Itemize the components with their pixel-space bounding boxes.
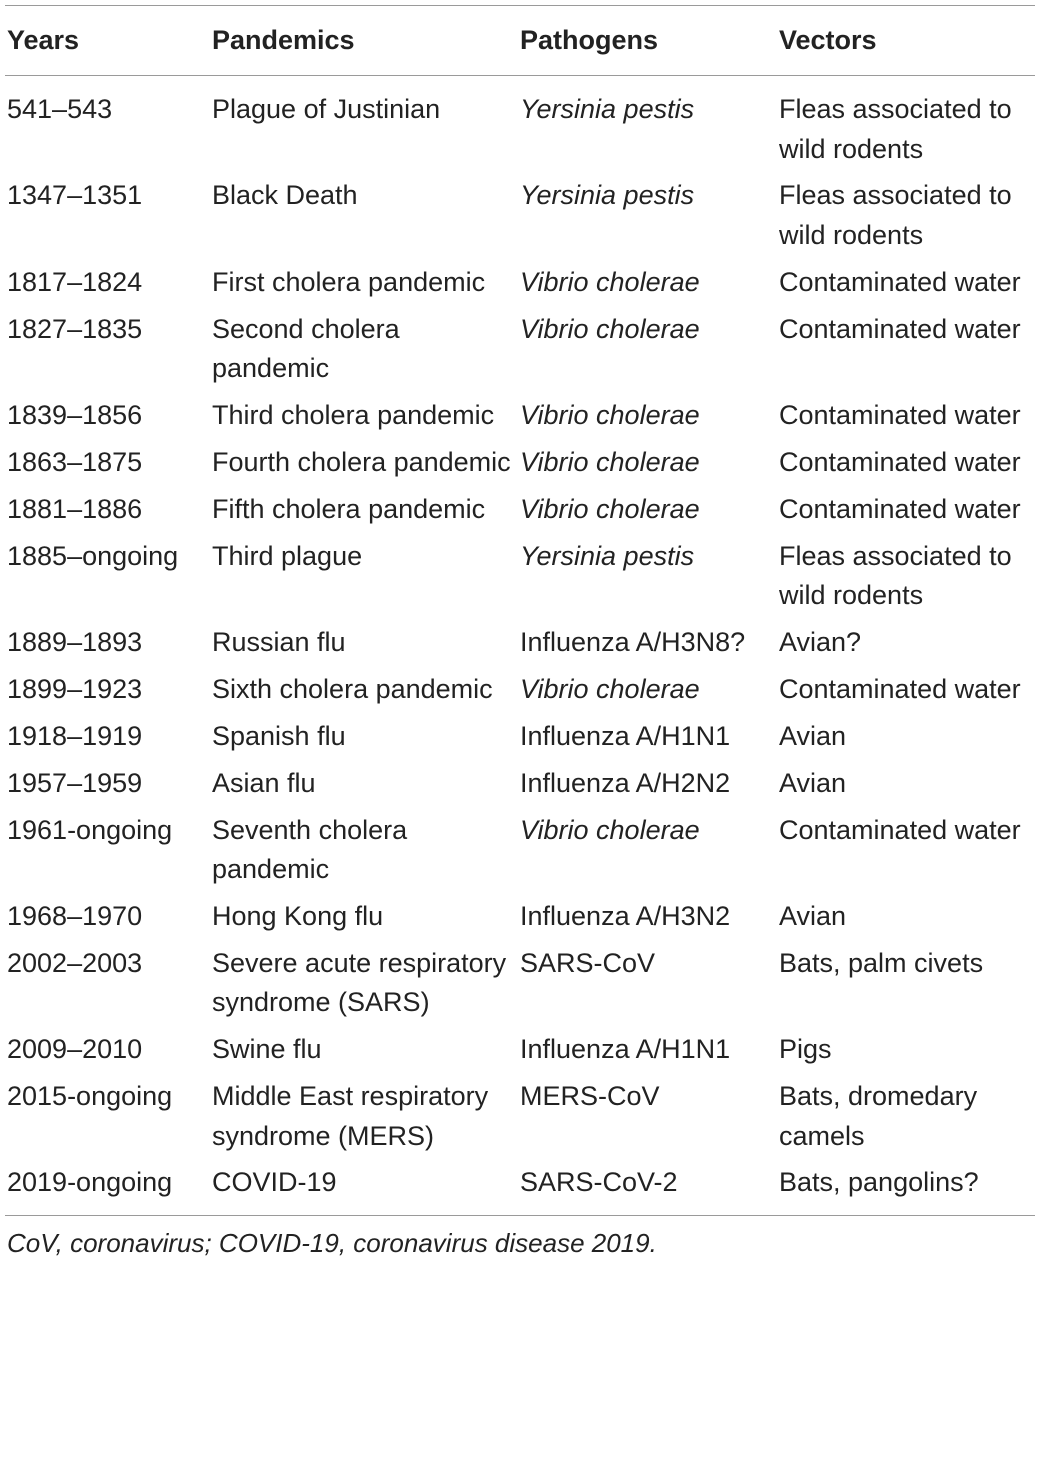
cell-years: 1817–1824 (7, 266, 143, 297)
cell-pathogen: Yersinia pestis (520, 540, 695, 571)
cell-vector: Bats, palm civets (779, 947, 984, 978)
table-body (5, 76, 1035, 1216)
cell-years: 1839–1856 (7, 400, 143, 430)
cell-vector: Contaminated water (779, 493, 1021, 524)
cell-pandemic: First cholera pandemic (212, 266, 486, 297)
cell-years: 1957–1959 (7, 767, 143, 798)
table-row (5, 1160, 1035, 1216)
cell-pandemic: Second cholera pandemic (212, 313, 400, 384)
cell-years: 1881–1886 (7, 493, 143, 524)
cell-pathogen: Vibrio cholerae (520, 814, 700, 845)
cell-vector: Contaminated water (779, 446, 1021, 477)
cell-years: 2015-ongoing (7, 1081, 173, 1111)
cell-pathogen: Yersinia pestis (520, 94, 695, 124)
cell-pandemic: Third plague (212, 540, 363, 571)
table-row (5, 439, 1035, 486)
table-row (5, 76, 1035, 173)
table-header (5, 6, 1035, 76)
cell-years: 1961-ongoing (7, 814, 173, 845)
cell-vector: Fleas associated to wild rodents (779, 94, 1012, 164)
cell-pathogen: Influenza A/H3N8? (520, 627, 746, 657)
table-row (5, 533, 1035, 619)
cell-pandemic: Hong Kong flu (212, 900, 384, 931)
header-pathogens: Pathogens (518, 6, 777, 76)
header-vectors: Vectors (777, 6, 1035, 76)
table-footnote: CoV, coronavirus; COVID-19, coronavirus disease 2019. (7, 1227, 657, 1258)
cell-pathogen: Influenza A/H1N1 (520, 1034, 731, 1065)
table-row (5, 893, 1035, 940)
cell-pathogen: Vibrio cholerae (520, 446, 700, 477)
cell-vector: Avian (779, 767, 847, 798)
cell-vector: Fleas associated to wild rodents (779, 540, 1012, 611)
cell-pandemic: Fourth cholera pandemic (212, 446, 511, 477)
table-row (5, 392, 1035, 439)
cell-pandemic: Swine flu (212, 1034, 322, 1065)
cell-vector: Contaminated water (779, 673, 1021, 704)
cell-pathogen: Vibrio cholerae (520, 313, 700, 344)
header-row (5, 6, 1035, 76)
table-row (5, 713, 1035, 760)
cell-years: 1885–ongoing (7, 540, 179, 571)
cell-vector: Contaminated water (779, 814, 1021, 845)
cell-pathogen: Influenza A/H3N2 (520, 900, 731, 931)
cell-pandemic: Black Death (212, 180, 358, 211)
cell-pathogen: Vibrio cholerae (520, 400, 700, 430)
cell-years: 541–543 (7, 94, 113, 124)
cell-pandemic: Fifth cholera pandemic (212, 493, 486, 524)
table-row (5, 259, 1035, 306)
cell-pathogen: SARS-CoV (520, 947, 656, 978)
cell-pandemic: COVID-19 (210, 1160, 518, 1216)
cell-vector: Avian? (779, 627, 862, 657)
cell-pathogen: Vibrio cholerae (520, 266, 700, 297)
cell-pandemic: Plague of Justinian (212, 94, 441, 124)
cell-pandemic: Russian flu (212, 627, 346, 657)
table-row (5, 760, 1035, 807)
cell-vector: Bats, dromedary camels (779, 1081, 978, 1151)
cell-years: 2002–2003 (7, 947, 143, 978)
cell-years: 2019-ongoing (5, 1160, 210, 1216)
cell-pathogen: SARS-CoV-2 (518, 1160, 777, 1216)
cell-vector: Fleas associated to wild rodents (779, 180, 1012, 250)
cell-vector: Contaminated water (779, 266, 1021, 297)
cell-pathogen: Vibrio cholerae (520, 673, 700, 704)
table-row (5, 666, 1035, 713)
cell-pandemic: Third cholera pandemic (212, 400, 495, 430)
cell-pandemic: Middle East respiratory syndrome (MERS) (212, 1081, 489, 1151)
table-row (5, 940, 1035, 1026)
cell-pathogen: Influenza A/H2N2 (520, 767, 731, 798)
cell-vector: Contaminated water (779, 400, 1021, 430)
pandemics-table (5, 5, 1035, 1216)
cell-years: 1918–1919 (7, 720, 143, 751)
cell-years: 1827–1835 (7, 313, 143, 344)
cell-vector: Bats, pangolins? (777, 1160, 1035, 1216)
cell-years: 1889–1893 (7, 627, 143, 657)
cell-pathogen: Vibrio cholerae (520, 493, 700, 524)
table-row (5, 807, 1035, 893)
cell-pandemic: Seventh cholera pandemic (212, 814, 408, 884)
header-pandemics: Pandemics (210, 6, 518, 76)
table-row (5, 173, 1035, 259)
cell-pathogen: MERS-CoV (520, 1081, 660, 1111)
cell-pathogen: Yersinia pestis (520, 180, 695, 211)
cell-years: 1347–1351 (7, 180, 143, 211)
cell-years: 1968–1970 (7, 900, 143, 931)
cell-years: 1863–1875 (7, 446, 143, 477)
cell-vector: Avian (779, 900, 847, 931)
table-row (5, 619, 1035, 666)
table-row (5, 1026, 1035, 1073)
cell-vector: Contaminated water (779, 313, 1021, 344)
table-row (5, 486, 1035, 533)
cell-pandemic: Severe acute respiratory syndrome (SARS) (212, 947, 507, 1018)
document-page (5, 5, 1035, 1260)
table-row (5, 1073, 1035, 1159)
table-row (5, 306, 1035, 392)
cell-pathogen: Influenza A/H1N1 (520, 720, 731, 751)
cell-pandemic: Spanish flu (212, 720, 346, 751)
cell-pandemic: Asian flu (212, 767, 316, 798)
cell-years: 2009–2010 (7, 1034, 143, 1065)
cell-vector: Pigs (779, 1034, 832, 1065)
cell-pandemic: Sixth cholera pandemic (212, 673, 493, 704)
header-years: Years (5, 6, 210, 76)
cell-vector: Avian (779, 720, 847, 751)
cell-years: 1899–1923 (7, 673, 143, 704)
